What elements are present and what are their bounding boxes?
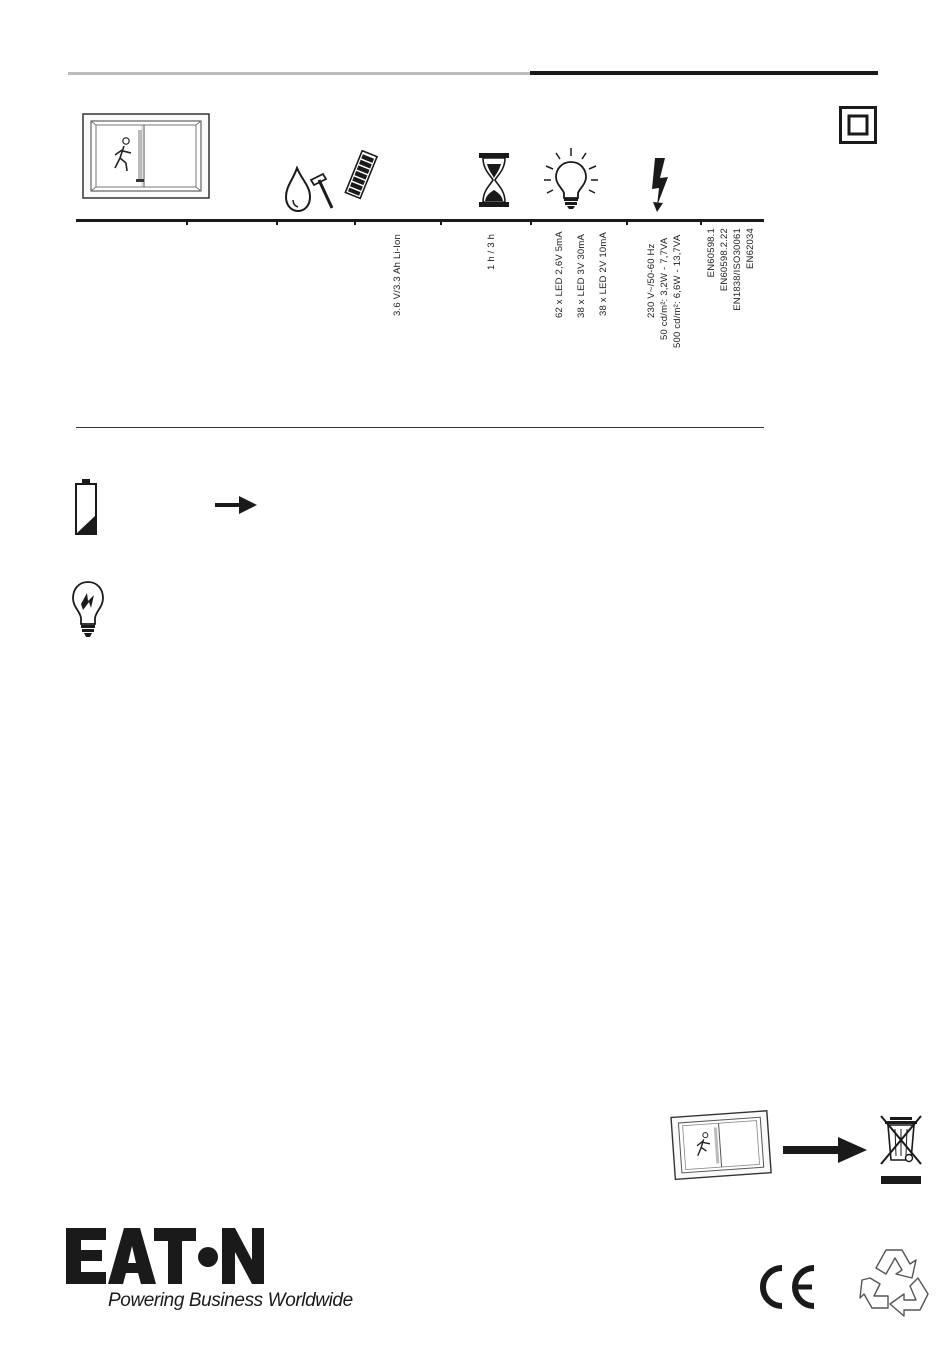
column-divider <box>354 219 356 225</box>
logo-tagline: Powering Business Worldwide <box>108 1290 353 1311</box>
lightning-icon <box>648 156 674 214</box>
column-divider <box>626 219 628 225</box>
crossed-bin-icon <box>876 1112 926 1188</box>
exit-sign-luminaire-icon <box>670 1108 774 1180</box>
light-bulb-icon <box>542 146 600 212</box>
ce-mark <box>758 1264 818 1315</box>
arrow-right-icon <box>782 1136 868 1164</box>
column-divider <box>186 219 188 225</box>
column-divider <box>276 219 278 225</box>
ce-mark-icon <box>758 1264 818 1310</box>
exit-sign-luminaire-icon <box>82 113 212 201</box>
battery-spec: 3.6 V/3.3 Ah Li-Ion <box>392 234 403 316</box>
column-divider <box>530 219 532 225</box>
duration-spec: 1 h / 3 h <box>486 233 497 270</box>
battery-icon <box>342 150 380 200</box>
bulb-fault-icon <box>70 580 106 640</box>
arrow-right-icon <box>214 494 258 516</box>
standard-1: EN60598.1 <box>706 228 717 278</box>
header-rule-grey <box>68 72 530 75</box>
header-rule-black <box>530 71 878 75</box>
power-spec-3: 500 cd/m²: 6,6W - 13,7VA <box>672 234 683 348</box>
led-spec-3: 38 x LED 2V 10mA <box>598 232 609 316</box>
spec-table-bottom-rule <box>76 427 764 428</box>
standard-2: EN60598.2.22 <box>719 228 730 292</box>
spec-table-top-rule <box>76 219 764 222</box>
eaton-wordmark-icon <box>66 1228 266 1284</box>
power-spec-1: 230 V~/50-60 Hz <box>646 243 657 318</box>
led-spec-1: 62 x LED 2,6V 5mA <box>554 231 565 318</box>
hourglass-icon <box>478 152 510 208</box>
double-insulation-icon <box>839 106 877 144</box>
standard-3: EN1838/ISO30061 <box>732 228 743 311</box>
battery-low-icon <box>74 478 98 536</box>
recycle-icon <box>858 1244 938 1320</box>
led-spec-2: 38 x LED 3V 30mA <box>576 234 587 318</box>
column-divider <box>700 219 702 225</box>
power-spec-2: 50 cd/m²: 3,2W - 7,7VA <box>659 237 670 340</box>
eaton-logo <box>66 1228 266 1289</box>
water-drop-hammer-icon <box>283 166 337 214</box>
column-divider <box>440 219 442 225</box>
standard-4: EN62034 <box>745 228 756 270</box>
